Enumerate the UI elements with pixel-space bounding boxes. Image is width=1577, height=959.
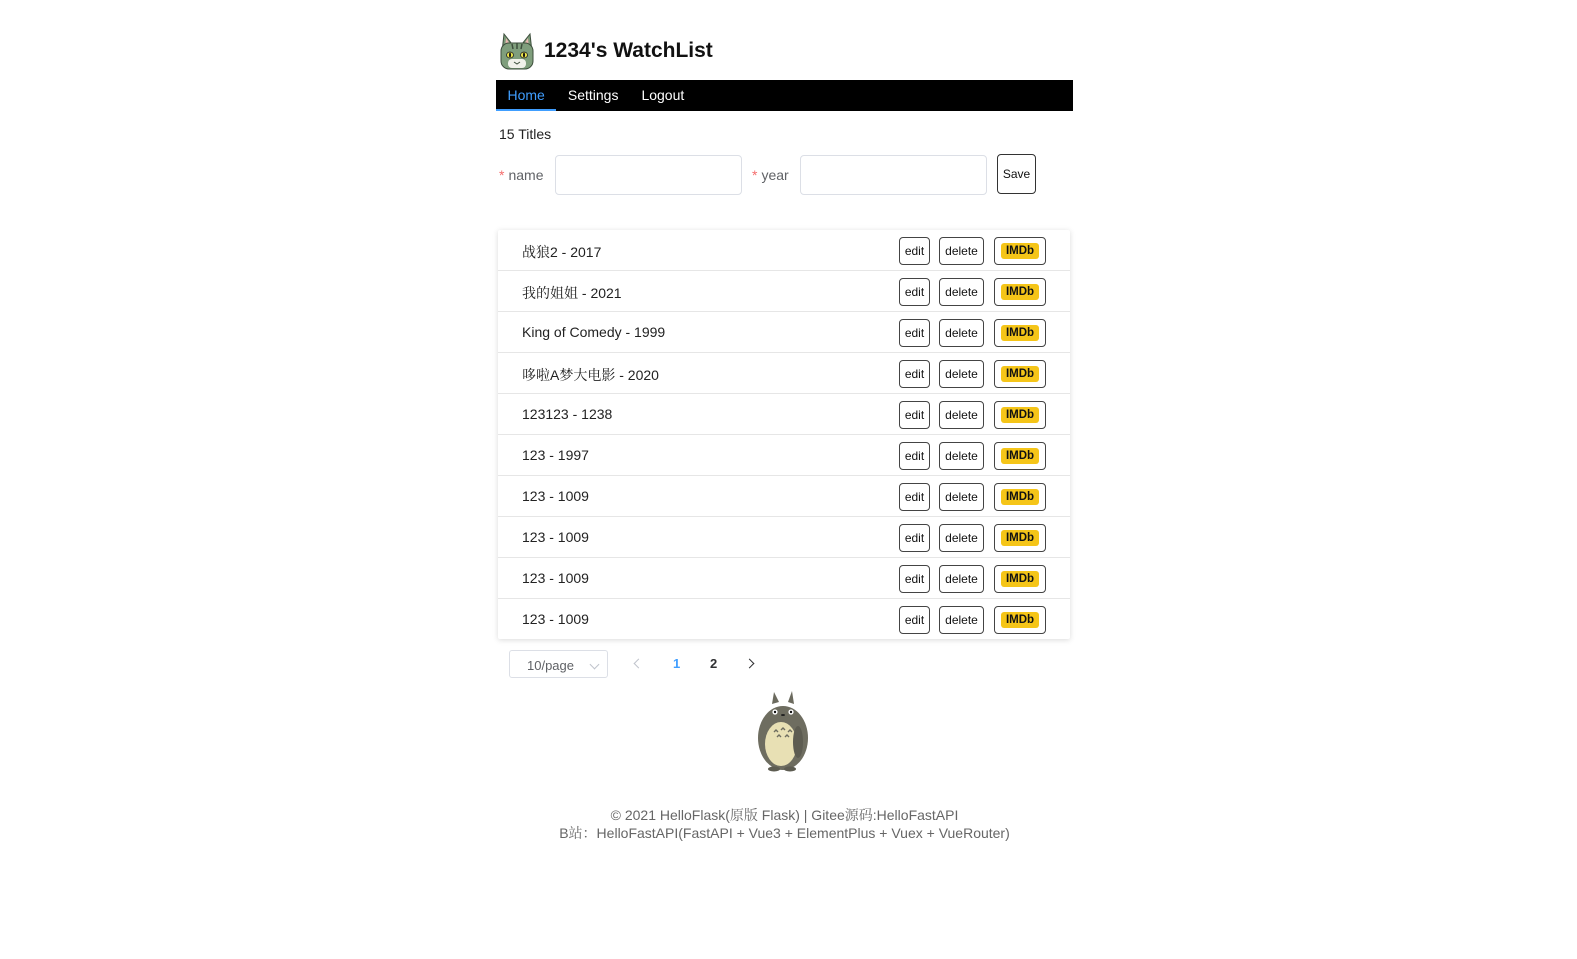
totoro-icon <box>752 690 812 772</box>
imdb-button[interactable] <box>994 524 1046 552</box>
imdb-button[interactable] <box>994 565 1046 593</box>
movie-title: 我的姐姐 - 2021 <box>522 285 622 301</box>
save-button[interactable]: Save <box>997 154 1036 194</box>
delete-button[interactable]: delete <box>939 442 984 470</box>
imdb-badge: IMDb <box>1001 489 1039 505</box>
movie-title: 哆啦A梦大电影 - 2020 <box>522 367 659 383</box>
imdb-badge: IMDb <box>1001 243 1039 259</box>
list-item <box>498 394 1070 435</box>
imdb-badge: IMDb <box>1001 325 1039 341</box>
list-item <box>498 435 1070 476</box>
imdb-button[interactable] <box>994 483 1046 511</box>
name-label: * name <box>499 167 544 183</box>
nav-item-settings[interactable]: Settings <box>567 87 619 103</box>
year-input[interactable] <box>800 155 987 195</box>
movie-title: 123 - 1009 <box>522 570 589 586</box>
movie-title: 战狼2 - 2017 <box>522 244 602 260</box>
nav-item-home[interactable]: Home <box>496 80 556 111</box>
delete-button[interactable]: delete <box>939 483 984 511</box>
name-input[interactable] <box>555 155 742 195</box>
delete-button[interactable]: delete <box>939 237 984 265</box>
page-title: 1234's WatchList <box>544 39 713 62</box>
imdb-badge: IMDb <box>1001 284 1039 300</box>
chevron-down-icon <box>590 660 600 670</box>
list-item <box>498 476 1070 517</box>
imdb-badge: IMDb <box>1001 571 1039 587</box>
movie-title: 123 - 1997 <box>522 447 589 463</box>
edit-button[interactable]: edit <box>899 401 930 429</box>
footer-line-1: © 2021 HelloFlask(原版 Flask) | Gitee源码:HelloFastAPI <box>610 807 959 823</box>
footer-line-2: B站：HelloFastAPI(FastAPI + Vue3 + ElementPlus + Vuex + VueRouter) <box>559 825 1010 841</box>
delete-button[interactable]: delete <box>939 319 984 347</box>
required-mark: * <box>752 167 758 183</box>
title-count: 15 Titles <box>499 126 552 142</box>
year-label: * year <box>752 167 789 183</box>
imdb-badge: IMDb <box>1001 366 1039 382</box>
add-movie-form <box>496 155 1073 195</box>
next-page-icon[interactable] <box>743 655 761 673</box>
imdb-badge: IMDb <box>1001 530 1039 546</box>
list-item <box>498 353 1070 394</box>
list-item <box>498 558 1070 599</box>
edit-button[interactable]: edit <box>899 483 930 511</box>
list-item <box>498 517 1070 558</box>
footer <box>496 806 1073 842</box>
nav-item-logout[interactable]: Logout <box>641 87 685 103</box>
imdb-badge: IMDb <box>1001 612 1039 628</box>
delete-button[interactable]: delete <box>939 401 984 429</box>
delete-button[interactable]: delete <box>939 565 984 593</box>
movie-title: 123 - 1009 <box>522 611 589 627</box>
movie-list <box>498 230 1070 639</box>
required-mark: * <box>499 167 505 183</box>
imdb-badge: IMDb <box>1001 407 1039 423</box>
edit-button[interactable]: edit <box>899 442 930 470</box>
list-item <box>498 230 1070 271</box>
pagination <box>509 650 809 678</box>
imdb-button[interactable] <box>994 360 1046 388</box>
edit-button[interactable]: edit <box>899 606 930 634</box>
delete-button[interactable]: delete <box>939 606 984 634</box>
edit-button[interactable]: edit <box>899 565 930 593</box>
page-number-1[interactable]: 1 <box>673 656 681 671</box>
imdb-badge: IMDb <box>1001 448 1039 464</box>
imdb-button[interactable] <box>994 442 1046 470</box>
imdb-button[interactable] <box>994 237 1046 265</box>
cat-avatar-icon <box>498 32 536 70</box>
page-size-select[interactable] <box>509 650 608 678</box>
edit-button[interactable]: edit <box>899 319 930 347</box>
edit-button[interactable]: edit <box>899 524 930 552</box>
imdb-button[interactable] <box>994 278 1046 306</box>
edit-button[interactable]: edit <box>899 237 930 265</box>
top-nav <box>496 80 1073 111</box>
movie-title: 123 - 1009 <box>522 529 589 545</box>
delete-button[interactable]: delete <box>939 360 984 388</box>
page-size-value: 10/page <box>527 658 574 673</box>
imdb-button[interactable] <box>994 319 1046 347</box>
delete-button[interactable]: delete <box>939 524 984 552</box>
list-item <box>498 271 1070 312</box>
movie-title: King of Comedy - 1999 <box>522 324 666 340</box>
imdb-button[interactable] <box>994 606 1046 634</box>
edit-button[interactable]: edit <box>899 278 930 306</box>
movie-title: 123 - 1009 <box>522 488 589 504</box>
movie-title: 123123 - 1238 <box>522 406 613 422</box>
prev-page-icon[interactable] <box>628 655 646 673</box>
imdb-button[interactable] <box>994 401 1046 429</box>
list-item <box>498 599 1070 639</box>
page-header <box>496 20 713 70</box>
list-item <box>498 312 1070 353</box>
page-number-2[interactable]: 2 <box>710 656 718 671</box>
edit-button[interactable]: edit <box>899 360 930 388</box>
delete-button[interactable]: delete <box>939 278 984 306</box>
